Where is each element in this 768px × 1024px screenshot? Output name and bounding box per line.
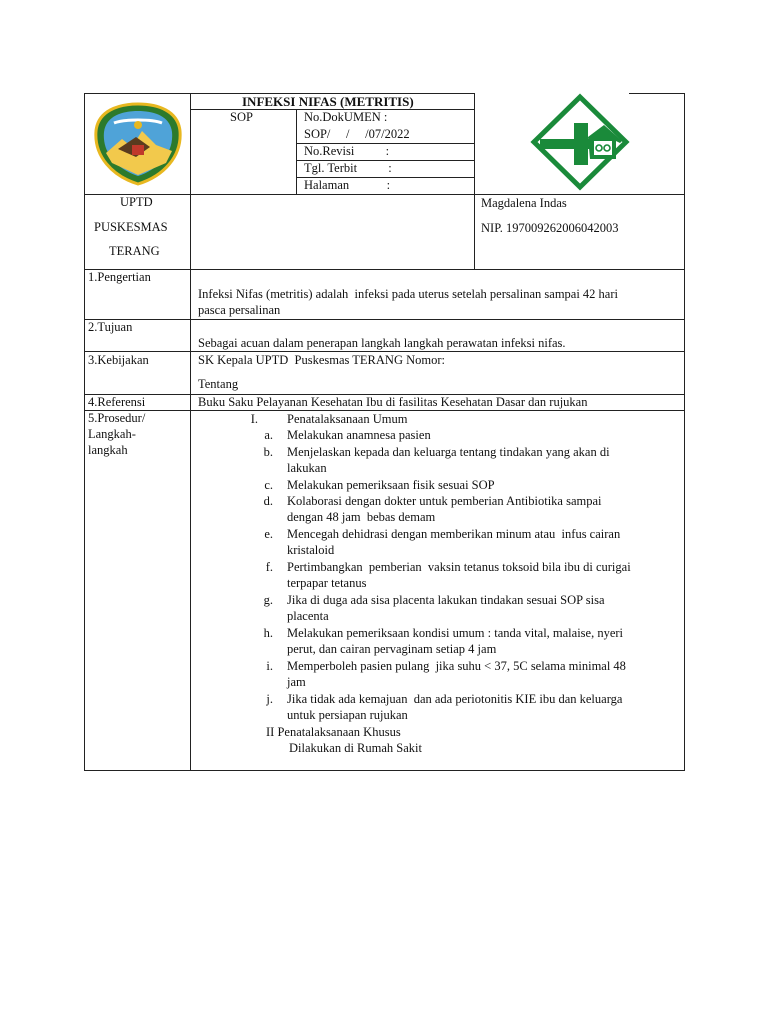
tgl-terbit: Tgl. Terbit : bbox=[304, 161, 392, 175]
procedure-heading-text: Penatalaksanaan Umum bbox=[287, 412, 408, 426]
procedure-heading-text: II Penatalaksanaan Khusus bbox=[266, 725, 401, 739]
table-border bbox=[84, 93, 85, 771]
list-marker: j. bbox=[266, 692, 273, 706]
kebijakan-label: 3.Kebijakan bbox=[88, 353, 149, 367]
prosedur-label: 5.Prosedur/ bbox=[88, 411, 146, 425]
prosedur-label: Langkah- bbox=[88, 427, 136, 441]
no-dokumen-label: No.DokUMEN : bbox=[304, 110, 388, 124]
kebijakan-tentang: Tentang bbox=[198, 377, 239, 391]
sop-document bbox=[84, 93, 685, 771]
no-revisi: No.Revisi : bbox=[304, 144, 390, 158]
list-item-text-continued: perut, dan cairan pervaginam setiap 4 jam bbox=[287, 642, 497, 656]
list-item bbox=[191, 427, 681, 444]
list-marker: b. bbox=[263, 444, 273, 459]
list-item bbox=[191, 493, 681, 526]
table-border bbox=[84, 351, 685, 352]
list-marker: I. bbox=[250, 412, 258, 426]
institution-terang: TERANG bbox=[109, 244, 160, 258]
list-item bbox=[191, 658, 681, 691]
table-border bbox=[296, 109, 297, 195]
list-item bbox=[191, 477, 681, 494]
list-item-text: Mencegah dehidrasi dengan memberikan minum atau infus cairan bbox=[287, 527, 621, 541]
procedure-steps bbox=[191, 427, 681, 724]
list-item bbox=[191, 592, 681, 625]
procedure-list bbox=[191, 411, 681, 756]
list-item bbox=[191, 625, 681, 658]
list-item-text-continued: terpapar tetanus bbox=[287, 576, 367, 590]
signatory-nip: NIP. 197009262006042003 bbox=[481, 221, 619, 235]
kebijakan-text: SK Kepala UPTD Puskesmas TERANG Nomor: bbox=[198, 353, 445, 367]
halaman: Halaman : bbox=[304, 178, 391, 192]
procedure-heading-khusus bbox=[191, 724, 681, 740]
document-title: INFEKSI NIFAS (METRITIS) bbox=[242, 94, 414, 109]
referensi-text: Buku Saku Pelayanan Kesehatan Ibu di fasilitas Kesehatan Dasar dan rujukan bbox=[198, 395, 588, 409]
puskesmas-cross-logo-icon bbox=[528, 93, 632, 191]
pengertian-text: pasca persalinan bbox=[198, 303, 281, 317]
pengertian-text: Infeksi Nifas (metritis) adalah infeksi pada uterus setelah persalinan sampai 42 hari bbox=[198, 287, 618, 301]
table-border bbox=[84, 770, 685, 771]
table-border bbox=[84, 319, 685, 320]
tujuan-label: 2.Tujuan bbox=[88, 320, 133, 334]
pengertian-label: 1.Pengertian bbox=[88, 270, 151, 284]
list-item-text: Melakukan pemeriksaan fisik sesuai SOP bbox=[287, 477, 495, 492]
list-item-text: Menjelaskan kepada dan keluarga tentang tindakan yang akan di bbox=[287, 444, 610, 459]
tujuan-text: Sebagai acuan dalam penerapan langkah langkah perawatan infeksi nifas. bbox=[198, 336, 566, 350]
list-marker: g. bbox=[263, 593, 273, 607]
list-marker: c. bbox=[264, 477, 273, 492]
list-item-text: Melakukan pemeriksaan kondisi umum : tanda vital, malaise, nyeri bbox=[287, 626, 624, 640]
prosedur-label: langkah bbox=[88, 443, 128, 457]
list-item-text-continued: untuk persiapan rujukan bbox=[287, 708, 408, 722]
table-border bbox=[684, 93, 685, 771]
list-marker: d. bbox=[263, 494, 273, 508]
list-marker: e. bbox=[264, 527, 273, 541]
institution-uptd: UPTD bbox=[120, 195, 153, 209]
procedure-heading-umum bbox=[191, 411, 681, 427]
referensi-label: 4.Referensi bbox=[88, 395, 146, 409]
no-dokumen-value: SOP/ / /07/2022 bbox=[304, 127, 410, 141]
list-marker: a. bbox=[264, 428, 273, 442]
list-item-text-continued: placenta bbox=[287, 609, 329, 623]
list-item bbox=[191, 691, 681, 724]
table-border bbox=[84, 269, 685, 270]
procedure-khusus-text bbox=[191, 740, 681, 756]
list-item-text-continued: lakukan bbox=[287, 460, 327, 475]
signatory-name: Magdalena Indas bbox=[481, 196, 567, 210]
list-item-text: Pertimbangkan pemberian vaksin tetanus toksoid bila ibu di curigai bbox=[287, 560, 631, 574]
list-item-text: Melakukan anamnesa pasien bbox=[287, 428, 431, 442]
list-item-text: Jika di duga ada sisa placenta lakukan tindakan sesuai SOP sisa bbox=[287, 593, 605, 607]
sop-label: SOP bbox=[230, 110, 253, 124]
list-item-text-continued: dengan 48 jam bebas demam bbox=[287, 510, 436, 524]
list-item-text: Jika tidak ada kemajuan dan ada periotonitis KIE ibu dan keluarga bbox=[287, 692, 623, 706]
list-marker: i. bbox=[266, 659, 273, 673]
table-border bbox=[474, 93, 475, 270]
list-item-text: Memperboleh pasien pulang jika suhu < 37, 5C selama minimal 48 bbox=[287, 659, 626, 673]
list-item-text-continued: kristaloid bbox=[287, 543, 335, 557]
list-item bbox=[191, 526, 681, 559]
procedure-khusus-value: Dilakukan di Rumah Sakit bbox=[289, 741, 422, 755]
list-item bbox=[191, 444, 681, 477]
regency-crest-icon bbox=[92, 101, 184, 187]
table-border bbox=[629, 93, 685, 94]
list-item bbox=[191, 559, 681, 592]
list-item-text: Kolaborasi dengan dokter untuk pemberian Antibiotika sampai bbox=[287, 494, 602, 508]
list-marker: f. bbox=[265, 560, 273, 574]
institution-puskesmas: PUSKESMAS bbox=[94, 220, 168, 234]
table-border bbox=[84, 194, 685, 195]
list-item-text-continued: jam bbox=[287, 675, 306, 689]
list-marker: h. bbox=[263, 626, 273, 640]
